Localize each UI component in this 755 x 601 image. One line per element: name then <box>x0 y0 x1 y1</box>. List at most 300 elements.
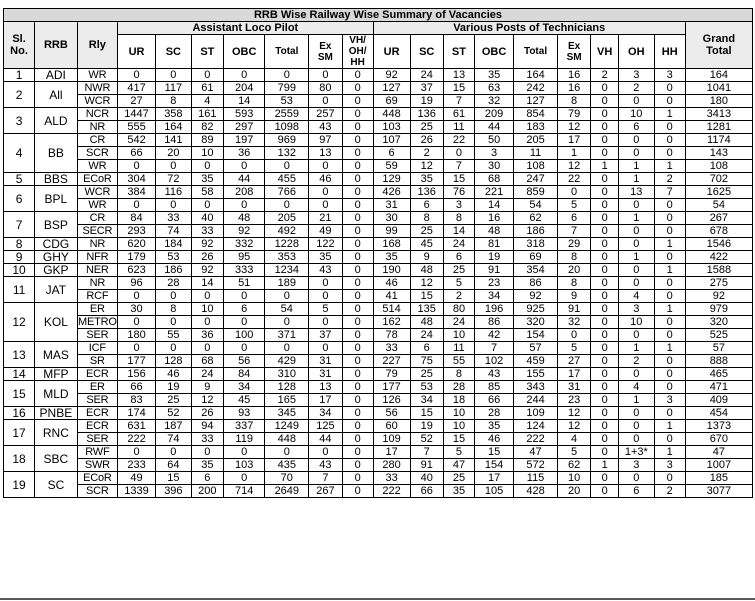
tech-value-cell: 7 <box>475 342 514 355</box>
table-row <box>4 472 753 485</box>
tech-value-cell: 6 <box>373 147 410 160</box>
grand-total-cell: 670 <box>685 433 752 446</box>
alp-value-cell: 555 <box>118 121 156 134</box>
alp-value-cell: 455 <box>265 173 309 186</box>
grand-total-cell: 1546 <box>685 238 752 251</box>
table-row <box>4 173 753 186</box>
rly-cell: CR <box>77 212 117 225</box>
tech-value-cell: 31 <box>557 381 590 394</box>
tech-value-cell: 0 <box>591 134 619 147</box>
rrb-cell: RNC <box>35 420 78 446</box>
alp-value-cell: 0 <box>156 69 192 82</box>
rly-cell: ECR <box>77 420 117 433</box>
tech-value-cell: 14 <box>443 225 474 238</box>
tech-value-cell: 0 <box>591 82 619 95</box>
tech-value-cell: 15 <box>443 82 474 95</box>
tech-value-cell: 177 <box>373 381 410 394</box>
alp-value-cell: 55 <box>156 329 192 342</box>
table-row <box>4 121 753 134</box>
rrb-cell: BSP <box>35 212 78 238</box>
tech-value-cell: 162 <box>373 316 410 329</box>
alp-col-header: SC <box>156 35 192 69</box>
alp-value-cell: 0 <box>118 199 156 212</box>
alp-value-cell: 631 <box>118 420 156 433</box>
tech-value-cell: 0 <box>618 407 654 420</box>
sl-no-cell: 18 <box>4 446 35 472</box>
alp-value-cell: 26 <box>191 407 223 420</box>
vacancy-table <box>3 8 753 498</box>
tech-value-cell: 86 <box>514 277 558 290</box>
tech-value-cell: 11 <box>443 121 474 134</box>
alp-value-cell: 0 <box>342 134 373 147</box>
tech-value-cell: 0 <box>591 225 619 238</box>
alp-value-cell: 417 <box>118 82 156 95</box>
tech-value-cell: 81 <box>475 238 514 251</box>
alp-value-cell: 0 <box>191 342 223 355</box>
alp-value-cell: 0 <box>309 95 342 108</box>
alp-value-cell: 0 <box>265 160 309 173</box>
table-row <box>4 186 753 199</box>
tech-value-cell: 0 <box>591 420 619 433</box>
tech-value-cell: 30 <box>373 212 410 225</box>
tech-value-cell: 0 <box>618 147 654 160</box>
alp-value-cell: 25 <box>156 394 192 407</box>
alp-value-cell: 0 <box>265 342 309 355</box>
table-row <box>4 277 753 290</box>
tech-value-cell: 79 <box>557 108 590 121</box>
alp-col-header: Total <box>265 35 309 69</box>
alp-value-cell: 9 <box>191 381 223 394</box>
alp-value-cell: 187 <box>156 420 192 433</box>
rrb-cell: JAT <box>35 277 78 303</box>
tech-value-cell: 59 <box>373 160 410 173</box>
alp-value-cell: 177 <box>118 355 156 368</box>
tech-value-cell: 8 <box>443 212 474 225</box>
tech-col-header: VH <box>591 35 619 69</box>
alp-value-cell: 0 <box>118 342 156 355</box>
rrb-cell: BPL <box>35 186 78 212</box>
rly-cell: NR <box>77 238 117 251</box>
alp-value-cell: 0 <box>223 199 264 212</box>
alp-value-cell: 0 <box>156 342 192 355</box>
tech-value-cell: 0 <box>591 251 619 264</box>
tech-value-cell: 0 <box>557 329 590 342</box>
tech-value-cell: 0 <box>618 264 654 277</box>
tech-value-cell: 22 <box>443 134 474 147</box>
tech-value-cell: 23 <box>475 277 514 290</box>
table-body <box>4 69 753 498</box>
tech-value-cell: 17 <box>557 134 590 147</box>
tech-value-cell: 10 <box>443 420 474 433</box>
tech-value-cell: 10 <box>618 108 654 121</box>
grand-total-cell: 57 <box>685 342 752 355</box>
sl-no-cell: 15 <box>4 381 35 407</box>
alp-value-cell: 74 <box>156 225 192 238</box>
alp-value-cell: 49 <box>309 225 342 238</box>
page-bottom-rule <box>0 598 755 600</box>
alp-value-cell: 164 <box>156 121 192 134</box>
tech-value-cell: 3 <box>618 303 654 316</box>
alp-value-cell: 0 <box>223 342 264 355</box>
tech-value-cell: 136 <box>410 108 443 121</box>
tech-value-cell: 18 <box>443 394 474 407</box>
rrb-cell: ADI <box>35 69 78 82</box>
alp-value-cell: 84 <box>118 212 156 225</box>
tech-value-cell: 2 <box>618 355 654 368</box>
tech-value-cell: 2 <box>654 485 685 498</box>
grand-total-cell: 143 <box>685 147 752 160</box>
tech-value-cell: 32 <box>557 316 590 329</box>
tech-value-cell: 25 <box>410 121 443 134</box>
alp-value-cell: 448 <box>265 433 309 446</box>
table-row <box>4 316 753 329</box>
rly-cell: RCF <box>77 290 117 303</box>
alp-value-cell: 332 <box>223 238 264 251</box>
table-row <box>4 459 753 472</box>
alp-value-cell: 0 <box>223 160 264 173</box>
rly-cell: SWR <box>77 459 117 472</box>
rly-cell: ECR <box>77 407 117 420</box>
tech-value-cell: 80 <box>443 303 474 316</box>
alp-value-cell: 186 <box>156 264 192 277</box>
tech-value-cell: 3 <box>654 394 685 407</box>
alp-value-cell: 66 <box>118 147 156 160</box>
alp-value-cell: 179 <box>118 251 156 264</box>
rly-cell: NFR <box>77 251 117 264</box>
tech-value-cell: 17 <box>373 446 410 459</box>
rly-cell: ICF <box>77 342 117 355</box>
table-row <box>4 108 753 121</box>
alp-value-cell: 0 <box>118 446 156 459</box>
rrb-cell: BB <box>35 134 78 173</box>
tech-value-cell: 69 <box>514 251 558 264</box>
alp-value-cell: 19 <box>156 381 192 394</box>
tech-value-cell: 925 <box>514 303 558 316</box>
tech-value-cell: 0 <box>654 121 685 134</box>
tech-value-cell: 2 <box>443 290 474 303</box>
alp-value-cell: 345 <box>265 407 309 420</box>
table-row <box>4 433 753 446</box>
alp-value-cell: 48 <box>223 212 264 225</box>
tech-value-cell: 34 <box>475 290 514 303</box>
alp-value-cell: 0 <box>342 485 373 498</box>
tech-value-cell: 12 <box>410 277 443 290</box>
tech-value-cell: 0 <box>591 303 619 316</box>
tech-value-cell: 0 <box>654 134 685 147</box>
alp-value-cell: 117 <box>156 82 192 95</box>
alp-value-cell: 33 <box>156 212 192 225</box>
tech-value-cell: 3 <box>475 147 514 160</box>
tech-value-cell: 26 <box>410 134 443 147</box>
grand-total-cell: 275 <box>685 277 752 290</box>
alp-value-cell: 132 <box>265 147 309 160</box>
tech-value-cell: 8 <box>557 251 590 264</box>
alp-value-cell: 542 <box>118 134 156 147</box>
tech-value-cell: 0 <box>654 472 685 485</box>
tech-value-cell: 0 <box>618 225 654 238</box>
tech-value-cell: 209 <box>475 108 514 121</box>
alp-value-cell: 4 <box>191 95 223 108</box>
tech-value-cell: 0 <box>591 186 619 199</box>
tech-value-cell: 3 <box>443 199 474 212</box>
rly-cell: SR <box>77 355 117 368</box>
tech-value-cell: 154 <box>475 459 514 472</box>
rly-cell: SER <box>77 433 117 446</box>
table-row <box>4 407 753 420</box>
alp-value-cell: 53 <box>265 95 309 108</box>
alp-value-cell: 2559 <box>265 108 309 121</box>
alp-value-cell: 766 <box>265 186 309 199</box>
tech-value-cell: 35 <box>475 69 514 82</box>
tech-value-cell: 6 <box>443 251 474 264</box>
tech-value-cell: 14 <box>475 199 514 212</box>
tech-value-cell: 63 <box>475 82 514 95</box>
tech-value-cell: 7 <box>410 446 443 459</box>
rly-cell: ECoR <box>77 472 117 485</box>
tech-value-cell: 127 <box>373 82 410 95</box>
alp-value-cell: 0 <box>342 433 373 446</box>
tech-value-cell: 61 <box>443 108 474 121</box>
tech-value-cell: 0 <box>654 316 685 329</box>
alp-value-cell: 0 <box>223 472 264 485</box>
tech-value-cell: 62 <box>514 212 558 225</box>
alp-value-cell: 10 <box>191 147 223 160</box>
tech-value-cell: 66 <box>410 485 443 498</box>
alp-value-cell: 0 <box>309 316 342 329</box>
alp-group-header: Assistant Loco Pilot <box>118 22 374 35</box>
alp-value-cell: 0 <box>156 199 192 212</box>
alp-value-cell: 492 <box>265 225 309 238</box>
alp-value-cell: 34 <box>223 381 264 394</box>
rly-cell: NWR <box>77 82 117 95</box>
alp-value-cell: 0 <box>223 290 264 303</box>
table-row <box>4 329 753 342</box>
tech-value-cell: 0 <box>654 290 685 303</box>
tech-value-cell: 1 <box>618 160 654 173</box>
alp-value-cell: 92 <box>223 225 264 238</box>
table-row <box>4 251 753 264</box>
alp-value-cell: 53 <box>156 251 192 264</box>
tech-value-cell: 0 <box>654 95 685 108</box>
tech-value-cell: 1 <box>654 303 685 316</box>
rrb-cell: SBC <box>35 446 78 472</box>
alp-value-cell: 204 <box>223 82 264 95</box>
alp-value-cell: 125 <box>309 420 342 433</box>
grand-total-cell: 1373 <box>685 420 752 433</box>
tech-value-cell: 0 <box>557 186 590 199</box>
alp-value-cell: 0 <box>156 160 192 173</box>
alp-value-cell: 620 <box>118 238 156 251</box>
alp-value-cell: 200 <box>191 485 223 498</box>
tech-value-cell: 42 <box>475 329 514 342</box>
tech-value-cell: 8 <box>557 277 590 290</box>
alp-value-cell: 49 <box>118 472 156 485</box>
alp-value-cell: 5 <box>309 303 342 316</box>
tech-value-cell: 25 <box>410 225 443 238</box>
alp-value-cell: 358 <box>156 108 192 121</box>
tech-value-cell: 221 <box>475 186 514 199</box>
grand-total-cell: 3077 <box>685 485 752 498</box>
tech-value-cell: 35 <box>373 251 410 264</box>
alp-value-cell: 2649 <box>265 485 309 498</box>
alp-value-cell: 96 <box>118 277 156 290</box>
alp-value-cell: 64 <box>156 459 192 472</box>
tech-value-cell: 0 <box>591 342 619 355</box>
tech-value-cell: 0 <box>654 368 685 381</box>
alp-value-cell: 0 <box>309 186 342 199</box>
tech-value-cell: 55 <box>443 355 474 368</box>
sl-no-cell: 16 <box>4 407 35 420</box>
rrb-cell: All <box>35 82 78 108</box>
alp-value-cell: 20 <box>156 147 192 160</box>
alp-value-cell: 0 <box>309 199 342 212</box>
tech-value-cell: 859 <box>514 186 558 199</box>
alp-value-cell: 10 <box>191 303 223 316</box>
alp-value-cell: 35 <box>191 173 223 186</box>
rly-cell: NER <box>77 264 117 277</box>
grand-total-cell: 888 <box>685 355 752 368</box>
tech-value-cell: 29 <box>557 238 590 251</box>
tech-value-cell: 1 <box>654 264 685 277</box>
tech-value-cell: 105 <box>475 485 514 498</box>
alp-value-cell: 74 <box>156 433 192 446</box>
tech-value-cell: 186 <box>514 225 558 238</box>
grand-total-cell: 1007 <box>685 459 752 472</box>
rly-cell: CR <box>77 134 117 147</box>
tech-value-cell: 0 <box>618 368 654 381</box>
alp-value-cell: 30 <box>118 303 156 316</box>
tech-value-cell: 1 <box>654 446 685 459</box>
alp-value-cell: 0 <box>342 329 373 342</box>
tech-col-header: Ex SM <box>557 35 590 69</box>
tech-value-cell: 68 <box>475 173 514 186</box>
tech-col-header: SC <box>410 35 443 69</box>
tech-value-cell: 0 <box>654 147 685 160</box>
tech-value-cell: 102 <box>475 355 514 368</box>
alp-value-cell: 384 <box>118 186 156 199</box>
alp-value-cell: 58 <box>191 186 223 199</box>
alp-value-cell: 222 <box>118 433 156 446</box>
sl-no-cell: 19 <box>4 472 35 498</box>
tech-value-cell: 20 <box>557 485 590 498</box>
grand-total-cell: 409 <box>685 394 752 407</box>
grand-total-cell: 422 <box>685 251 752 264</box>
alp-value-cell: 310 <box>265 368 309 381</box>
alp-value-cell: 161 <box>191 108 223 121</box>
rly-cell: WR <box>77 160 117 173</box>
alp-value-cell: 128 <box>265 381 309 394</box>
alp-value-cell: 122 <box>309 238 342 251</box>
rly-cell: SER <box>77 329 117 342</box>
rly-cell: NCR <box>77 108 117 121</box>
tech-value-cell: 124 <box>514 420 558 433</box>
tech-value-cell: 12 <box>557 407 590 420</box>
rly-cell: WR <box>77 69 117 82</box>
tech-value-cell: 85 <box>475 381 514 394</box>
alp-value-cell: 0 <box>342 108 373 121</box>
tech-value-cell: 46 <box>373 277 410 290</box>
alp-value-cell: 0 <box>342 394 373 407</box>
sl-no-cell: 6 <box>4 186 35 212</box>
tech-value-cell: 0 <box>591 316 619 329</box>
tech-value-cell: 4 <box>618 290 654 303</box>
alp-value-cell: 17 <box>309 394 342 407</box>
tech-value-cell: 1 <box>654 108 685 121</box>
tech-value-cell: 318 <box>514 238 558 251</box>
alp-value-cell: 92 <box>191 264 223 277</box>
tech-value-cell: 154 <box>514 329 558 342</box>
alp-value-cell: 174 <box>118 407 156 420</box>
rly-cell: RWF <box>77 446 117 459</box>
alp-value-cell: 13 <box>309 381 342 394</box>
tech-value-cell: 6 <box>410 342 443 355</box>
grand-total-cell: 525 <box>685 329 752 342</box>
table-row <box>4 394 753 407</box>
tech-value-cell: 17 <box>475 472 514 485</box>
tech-value-cell: 183 <box>514 121 558 134</box>
table-row <box>4 446 753 459</box>
tech-col-header: OBC <box>475 35 514 69</box>
tech-value-cell: 1 <box>654 160 685 173</box>
tech-value-cell: 79 <box>373 368 410 381</box>
tech-value-cell: 8 <box>557 95 590 108</box>
rly-cell: WR <box>77 199 117 212</box>
alp-value-cell: 0 <box>156 290 192 303</box>
tech-value-cell: 0 <box>654 277 685 290</box>
tech-value-cell: 0 <box>591 238 619 251</box>
tech-value-cell: 227 <box>373 355 410 368</box>
tech-col-header: ST <box>443 35 474 69</box>
alp-value-cell: 165 <box>265 394 309 407</box>
tech-value-cell: 66 <box>475 394 514 407</box>
alp-value-cell: 92 <box>191 238 223 251</box>
tech-value-cell: 1 <box>618 342 654 355</box>
tech-value-cell: 1 <box>591 459 619 472</box>
tech-value-cell: 48 <box>475 225 514 238</box>
alp-value-cell: 1249 <box>265 420 309 433</box>
tech-value-cell: 0 <box>591 264 619 277</box>
tech-value-cell: 0 <box>654 355 685 368</box>
alp-value-cell: 100 <box>223 329 264 342</box>
alp-value-cell: 0 <box>342 95 373 108</box>
alp-value-cell: 8 <box>156 95 192 108</box>
tech-value-cell: 12 <box>410 160 443 173</box>
tech-value-cell: 50 <box>475 134 514 147</box>
tech-value-cell: 25 <box>410 368 443 381</box>
alp-value-cell: 35 <box>309 251 342 264</box>
tech-value-cell: 52 <box>410 433 443 446</box>
rrb-cell: MFP <box>35 368 78 381</box>
rrb-cell: KOL <box>35 303 78 342</box>
alp-col-header: VH/ OH/ HH <box>342 35 373 69</box>
tech-value-cell: 1 <box>618 212 654 225</box>
rrb-cell: SC <box>35 472 78 498</box>
alp-value-cell: 0 <box>223 69 264 82</box>
alp-value-cell: 31 <box>309 355 342 368</box>
tech-value-cell: 78 <box>373 329 410 342</box>
alp-value-cell: 6 <box>223 303 264 316</box>
alp-value-cell: 66 <box>118 381 156 394</box>
tech-value-cell: 108 <box>514 160 558 173</box>
tech-value-cell: 514 <box>373 303 410 316</box>
tech-value-cell: 12 <box>557 121 590 134</box>
alp-value-cell: 257 <box>309 108 342 121</box>
tech-value-cell: 4 <box>618 381 654 394</box>
tech-value-cell: 4 <box>557 433 590 446</box>
tech-value-cell: 12 <box>557 160 590 173</box>
sl-no-cell: 13 <box>4 342 35 368</box>
tech-value-cell: 75 <box>410 355 443 368</box>
